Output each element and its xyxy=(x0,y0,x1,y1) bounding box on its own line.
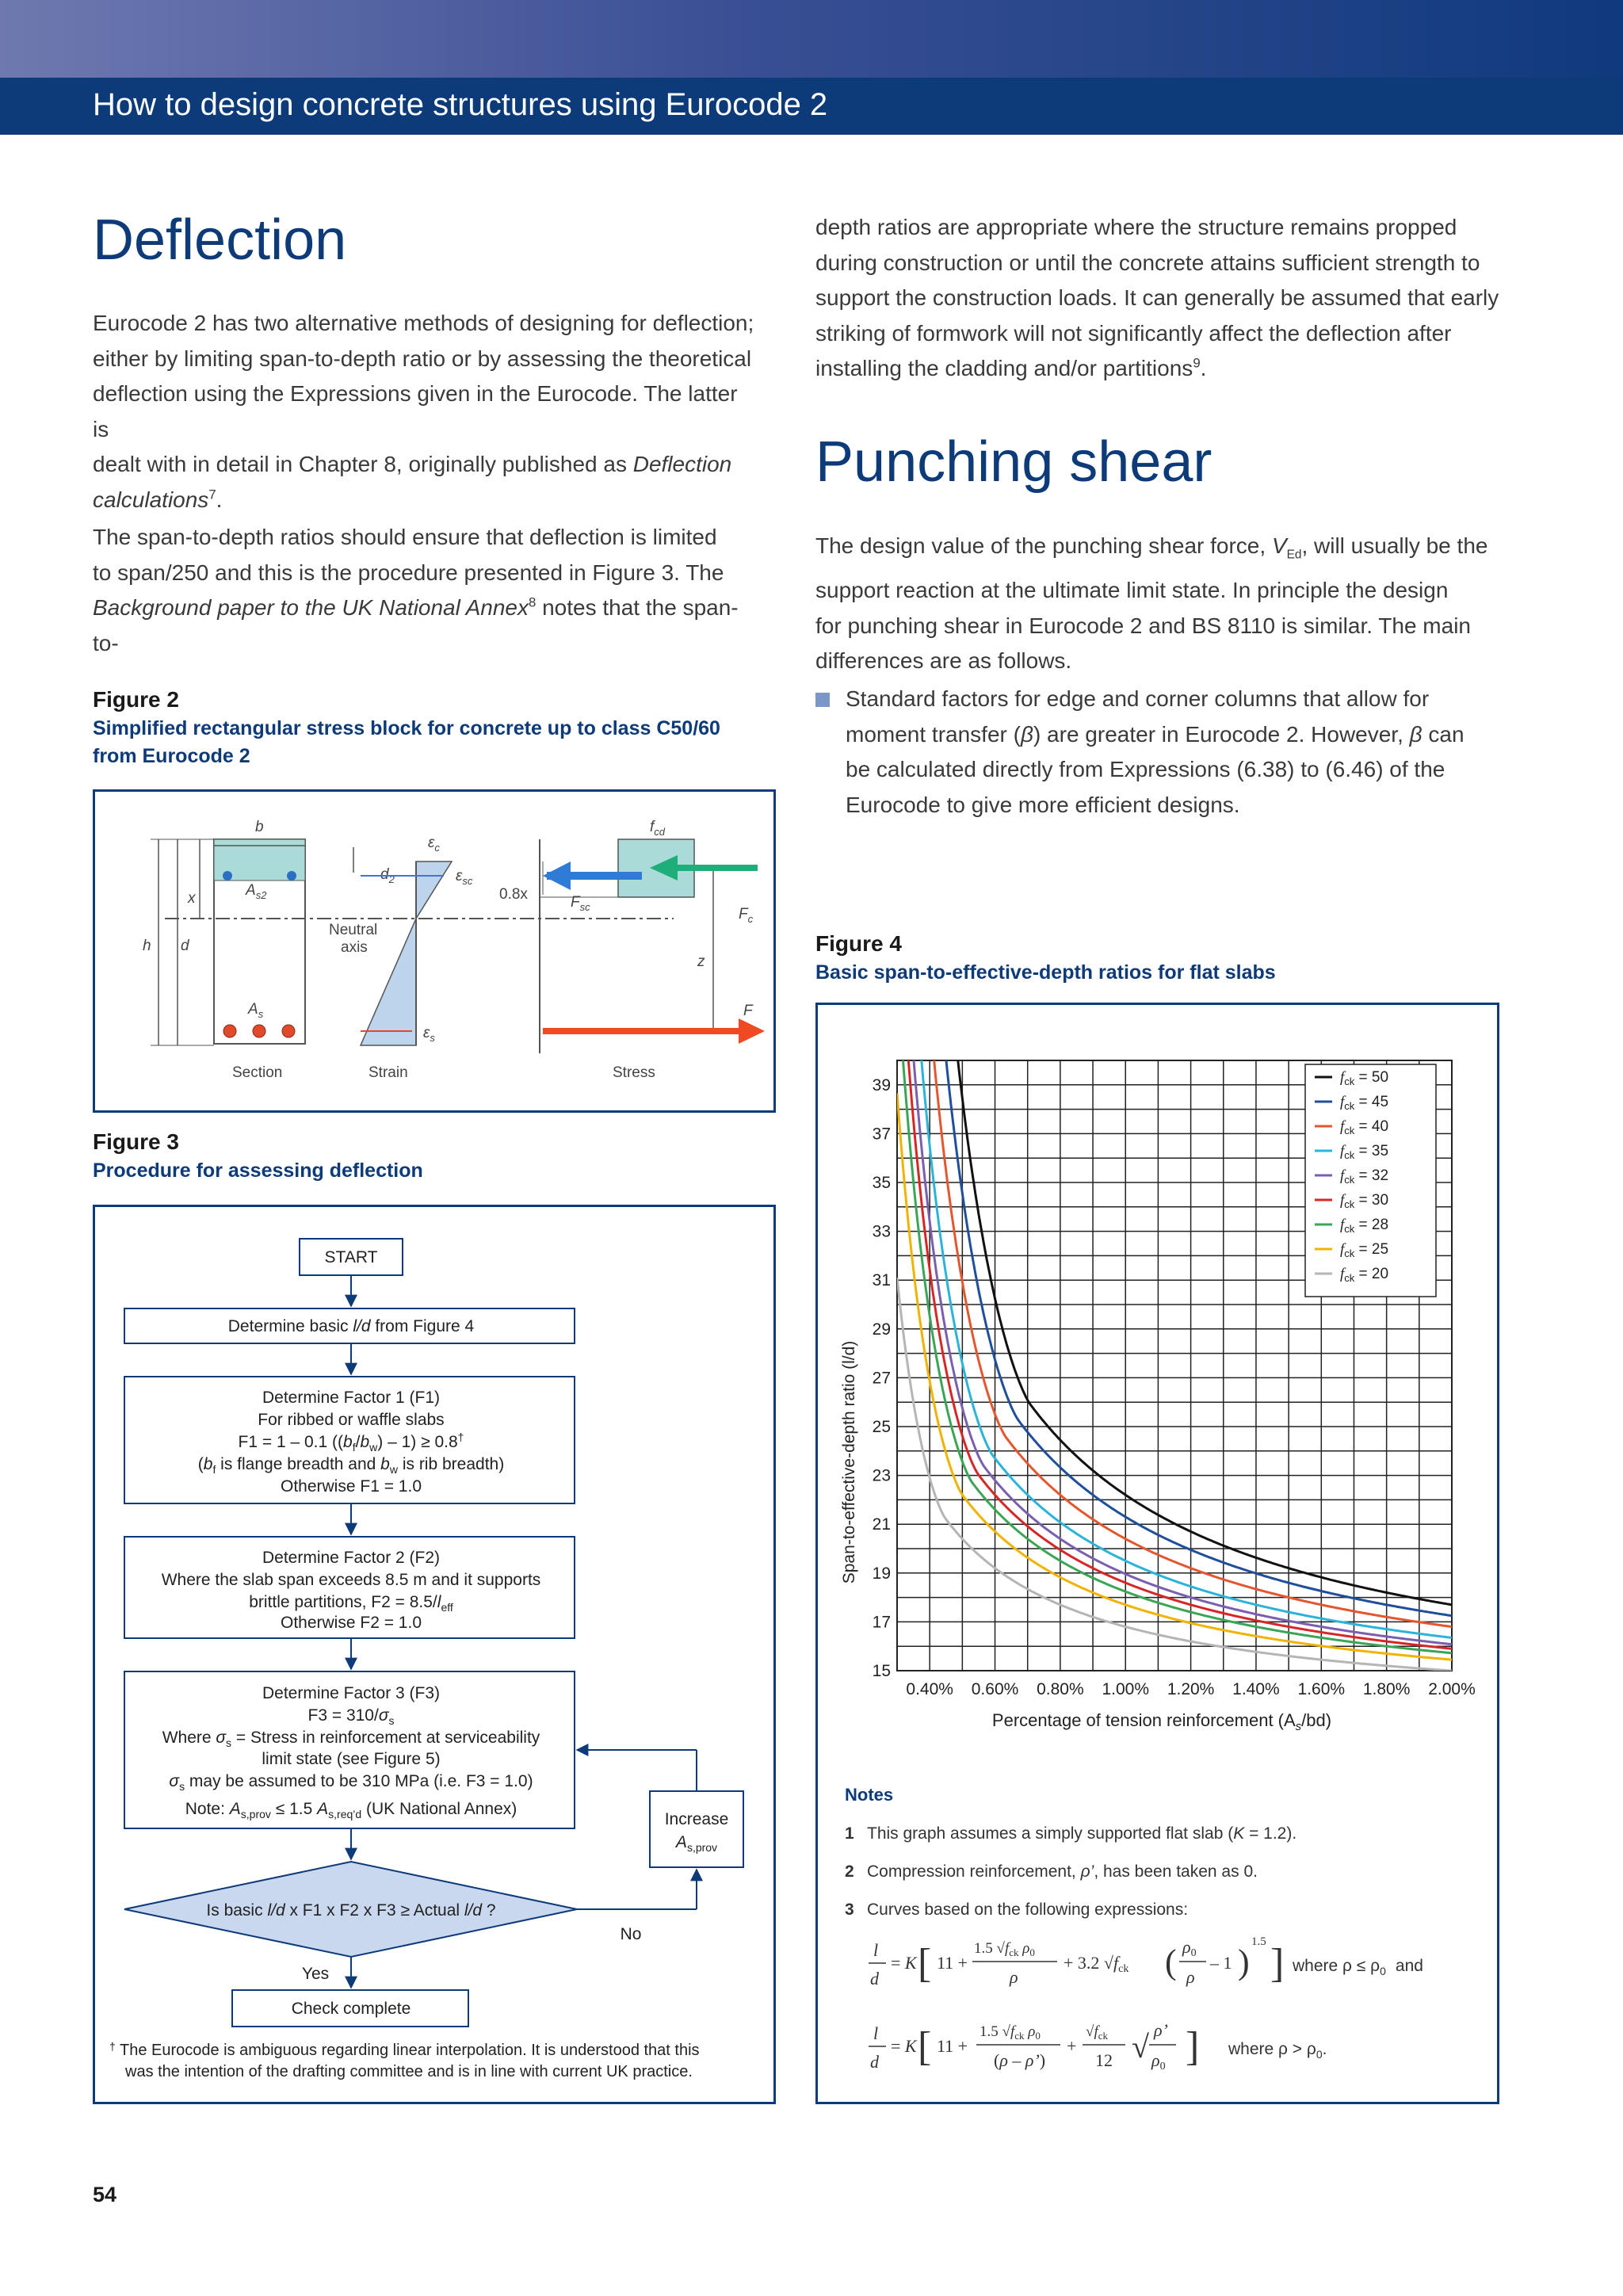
svg-text:d: d xyxy=(870,1969,879,1988)
y-tick-label: 33 xyxy=(872,1222,891,1241)
svg-text:ρ: ρ xyxy=(1010,1967,1018,1987)
text-line: installing the cladding and/or partitions xyxy=(815,356,1193,380)
text-line: The design value of the punching shear force, xyxy=(815,533,1272,558)
bottom-bar xyxy=(253,1025,265,1037)
y-axis-label: Span-to-effective-depth ratio (l/d) xyxy=(840,1340,858,1584)
deflection-flowchart xyxy=(95,1207,773,2102)
svg-text:ρ0: ρ0 xyxy=(1151,2050,1166,2073)
y-tick-label: 23 xyxy=(872,1466,891,1485)
y-tick-label: 25 xyxy=(872,1418,891,1436)
increase-label: Increase xyxy=(664,1810,729,1828)
yes-label: Yes xyxy=(301,1965,330,1983)
svg-text:d: d xyxy=(870,2052,879,2072)
svg-text:l: l xyxy=(873,1940,879,1960)
label-h: h xyxy=(143,938,151,954)
eq1-condition: where $\rho \le \rho_0$ and xyxy=(1293,1957,1423,1977)
top-bar-left xyxy=(223,871,232,881)
text-line: support the construction loads. It can generally be assumed that early xyxy=(815,285,1499,310)
svg-text:= K: = K xyxy=(891,1953,917,1973)
legend-label: $f_{ck} = 45$ xyxy=(1340,1094,1389,1112)
note-text: This graph assumes a simply supported flat slab (K = 1.2). xyxy=(867,1824,1297,1843)
f3-line: Where $\sigma_s$ = Stress in reinforcement at serviceability xyxy=(162,1729,540,1749)
footnote-ref: 8 xyxy=(528,594,537,610)
x-tick-label: 0.80% xyxy=(1037,1680,1084,1698)
legend-label: $f_{ck} = 35$ xyxy=(1340,1143,1389,1161)
text-italic: β xyxy=(1409,721,1423,747)
page-number: 54 xyxy=(93,2183,117,2206)
x-tick-label: 2.00% xyxy=(1428,1680,1476,1698)
bottom-bar xyxy=(282,1025,295,1037)
f1-line: ($b_f$ is flange breadth and $b_w$ is rib breadth) xyxy=(197,1455,505,1476)
no-label: No xyxy=(620,1925,642,1943)
label-fsc: $F_{sc}$ xyxy=(571,894,590,913)
label-neutral: Neutral xyxy=(329,922,378,938)
label-z: z xyxy=(697,953,705,970)
f2-line: Determine Factor 2 (F2) xyxy=(262,1549,441,1567)
bullet-square xyxy=(815,693,830,707)
text-line: notes that the span-to- xyxy=(93,595,739,655)
bottom-bar xyxy=(223,1025,236,1037)
text-line: moment transfer ( xyxy=(846,721,1021,747)
svg-text:+: + xyxy=(1067,2036,1077,2056)
note-text: Compression reinforcement, ρ’, has been taken as 0. xyxy=(867,1862,1258,1881)
x-tick-label: 1.60% xyxy=(1297,1680,1346,1698)
x-tick-label: 1.00% xyxy=(1102,1680,1150,1698)
svg-text:(ρ – ρ’): (ρ – ρ’) xyxy=(994,2050,1046,2070)
label-x: x xyxy=(188,890,196,907)
svg-text:]: ] xyxy=(1270,1941,1285,1986)
f1-line: F1 = 1 – 0.1 $((b_f/b_w) - 1) \ge 0.8^\dagger$ xyxy=(238,1431,464,1454)
text-line: either by limiting span-to-depth ratio or by assessing the theoretical xyxy=(93,346,752,371)
stress-block-diagram xyxy=(95,792,773,1110)
figure-4-label: Figure 4 xyxy=(815,931,902,956)
f3-line: $F3 = 310/\sigma_s$ xyxy=(307,1706,395,1727)
label-eps-s: $\varepsilon_s$ xyxy=(423,1025,435,1044)
legend-label: $f_{ck} = 32$ xyxy=(1340,1167,1389,1186)
svg-text:1.5 √fck ρ0: 1.5 $√f_{ck}$ $\rho_0$ xyxy=(980,2023,1041,2042)
label-eps-sc: $\varepsilon_{sc}$ xyxy=(456,868,473,887)
svg-text:= K: = K xyxy=(891,2036,917,2056)
label-stress: Stress xyxy=(613,1064,655,1081)
text-line: striking of formwork will not significantly affect the deflection after xyxy=(815,320,1452,346)
svg-text:ρ: ρ xyxy=(1186,1967,1195,1987)
y-tick-label: 31 xyxy=(872,1271,891,1290)
text-line: deflection using the Expressions given in the Eurocode. The latter is xyxy=(93,381,738,441)
figure-4-frame xyxy=(815,1003,1499,2104)
x-tick-label: 1.20% xyxy=(1167,1680,1215,1698)
equation-1 xyxy=(869,1935,1284,1988)
svg-text:ρ0: ρ0 xyxy=(1182,1937,1197,1959)
y-tick-label: 21 xyxy=(872,1515,891,1534)
increase-box xyxy=(650,1791,743,1867)
y-tick-label: 15 xyxy=(872,1662,891,1680)
svg-text:l: l xyxy=(873,2023,879,2043)
svg-text:[: [ xyxy=(918,1941,932,1986)
deflection-paragraph-1 xyxy=(93,306,758,518)
deflection-continuation xyxy=(815,210,1521,387)
label-strain: Strain xyxy=(369,1064,408,1081)
x-tick-label: 0.40% xyxy=(906,1680,953,1698)
x-tick-label: 1.80% xyxy=(1362,1680,1411,1698)
legend-label: $f_{ck} = 25$ xyxy=(1340,1241,1389,1259)
strain-top xyxy=(416,861,452,919)
label-fst: F xyxy=(743,1003,753,1019)
label-section: Section xyxy=(232,1064,283,1081)
figure-2-caption xyxy=(93,715,774,770)
text-line: during construction or until the concrete attains sufficient strength to xyxy=(815,250,1480,275)
text-line: Eurocode 2 has two alternative methods of designing for deflection; xyxy=(93,311,754,335)
page-header-title: How to design concrete structures using Eurocode 2 xyxy=(93,87,828,122)
label-0-8x: 0.8x xyxy=(499,886,528,903)
f1-line: Otherwise F1 = 1.0 xyxy=(281,1477,422,1496)
text-line: The span-to-depth ratios should ensure that deflection is limited xyxy=(93,525,717,549)
f3-line: Note: $A_{s,prov} \le 1.5$ $A_{s,req’d}$ (UK National Annex) xyxy=(185,1800,517,1820)
label-fcd: $f_{cd}$ xyxy=(650,819,666,838)
equation-2 xyxy=(869,2020,1199,2073)
svg-text:1.5: 1.5 xyxy=(1251,1935,1266,1948)
legend-label: $f_{ck} = 20$ xyxy=(1340,1266,1389,1284)
y-tick-label: 19 xyxy=(872,1564,891,1583)
punching-shear-heading: Punching shear xyxy=(815,430,1212,494)
figure-4-caption: Basic span-to-effective-depth ratios for flat slabs xyxy=(815,961,1276,984)
label-eps-c: $\varepsilon_c$ xyxy=(428,835,440,854)
y-tick-label: 17 xyxy=(872,1613,891,1632)
note-number: 2 xyxy=(845,1862,854,1881)
bullet-text xyxy=(846,682,1527,823)
label-fc: $F_c$ xyxy=(739,906,754,925)
x-axis-label: Percentage of tension reinforcement $(A_s/bd)$ xyxy=(991,1710,1332,1733)
f3-line: Determine Factor 3 (F3) xyxy=(262,1684,441,1702)
label-axis: axis xyxy=(341,939,368,956)
f1-line: For ribbed or waffle slabs xyxy=(258,1411,445,1429)
note-number: 1 xyxy=(845,1824,854,1843)
x-tick-label: 0.60% xyxy=(971,1680,1019,1698)
increase-label: $A_{s,prov}$ xyxy=(675,1833,718,1854)
punching-shear-paragraph xyxy=(815,529,1521,679)
text-italic: calculations xyxy=(93,487,209,512)
svg-text:11 +: 11 + xyxy=(937,1953,968,1973)
text-line: . xyxy=(216,487,223,512)
y-tick-label: 39 xyxy=(872,1075,891,1095)
figure-2-frame xyxy=(93,789,776,1113)
text-line: for punching shear in Eurocode 2 and BS 8110 is similar. The main xyxy=(815,613,1471,638)
legend-label: $f_{ck} = 40$ xyxy=(1340,1118,1389,1137)
text-line: . xyxy=(1200,356,1207,380)
f3-line: limit state (see Figure 5) xyxy=(262,1750,441,1768)
check-complete-label: Check complete xyxy=(291,2000,411,2018)
legend-label: $f_{ck} = 30$ xyxy=(1340,1192,1389,1210)
svg-text:[: [ xyxy=(918,2024,932,2069)
y-tick-label: 27 xyxy=(872,1369,891,1388)
legend-label: $f_{ck} = 28$ xyxy=(1340,1217,1389,1235)
chart-legend xyxy=(1305,1064,1436,1297)
svg-text:12: 12 xyxy=(1095,2050,1113,2070)
caption-line: Simplified rectangular stress block for concrete up to class C50/60 xyxy=(93,717,720,739)
footnote-line: † The Eurocode is ambiguous regarding linear interpolation. It is understood that this xyxy=(109,2040,700,2059)
label-d2: $d_2$ xyxy=(380,866,395,885)
text-line: differences are as follows. xyxy=(815,648,1072,674)
f1-line: Determine Factor 1 (F1) xyxy=(262,1389,441,1407)
top-bar-right xyxy=(287,871,296,881)
svg-text:√fck: $√f_{ck}$ xyxy=(1086,2023,1108,2042)
figure-3-label: Figure 3 xyxy=(93,1129,179,1154)
note-text: Curves based on the following expressions: xyxy=(867,1901,1189,1919)
caption-line: from Eurocode 2 xyxy=(93,745,250,767)
f2-line: Where the slab span exceeds 8.5 m and it supports xyxy=(161,1571,541,1589)
f2-line: Otherwise F2 = 1.0 xyxy=(281,1614,422,1632)
label-as2: $A_{s2}$ xyxy=(246,882,267,901)
subscript: Ed xyxy=(1286,548,1302,562)
f3-line: $\sigma_s$ may be assumed to be 310 MPa (i.e. F3 = 1.0) xyxy=(169,1772,533,1793)
text-italic: Deflection xyxy=(632,452,732,476)
footnote-ref: 9 xyxy=(1193,355,1201,371)
svg-text:ρ’: ρ’ xyxy=(1154,2020,1168,2040)
span-depth-chart xyxy=(818,1005,1497,2102)
text-line: dealt with in detail in Chapter 8, originally published as xyxy=(93,452,633,476)
legend-label: $f_{ck} = 50$ xyxy=(1340,1069,1389,1087)
text-line: can xyxy=(1422,721,1465,747)
y-tick-label: 37 xyxy=(872,1125,891,1144)
decision-label: Is basic l/d x F1 x F2 x F3 ≥ Actual l/d ? xyxy=(206,1901,496,1920)
svg-text:1.5 √fck ρ0: 1.5 $√f_{ck}$ $\rho_0$ xyxy=(974,1940,1035,1958)
start-label: START xyxy=(324,1248,378,1266)
deflection-paragraph-2 xyxy=(93,520,758,661)
header-band xyxy=(0,0,1623,78)
footnote-ref: 7 xyxy=(208,487,216,502)
text-line: to span/250 and this is the procedure presented in Figure 3. The xyxy=(93,560,724,585)
svg-text:(: ( xyxy=(1165,1943,1177,1981)
eq2-condition: where $\rho > \rho_0$. xyxy=(1228,2040,1327,2061)
figure-3-frame xyxy=(93,1205,776,2104)
note-number: 3 xyxy=(845,1901,854,1919)
label-b: b xyxy=(255,819,264,835)
svg-text:11 +: 11 + xyxy=(937,2036,968,2056)
text-line: be calculated directly from Expressions (6.38) to (6.46) of the xyxy=(846,757,1445,781)
text-line: depth ratios are appropriate where the structure remains propped xyxy=(815,215,1457,239)
step-basic-label: Determine basic l/d from Figure 4 xyxy=(227,1317,475,1335)
footnote-line: was the intention of the drafting committee and is in line with current UK practice. xyxy=(125,2063,693,2080)
text-line: support reaction at the ultimate limit state. In principle the design xyxy=(815,578,1449,603)
svg-text:√: √ xyxy=(1132,2029,1149,2065)
figure-3-caption: Procedure for assessing deflection xyxy=(93,1159,423,1182)
label-as: $A_s$ xyxy=(248,1001,264,1020)
label-d: d xyxy=(181,938,189,954)
text-italic: Background paper to the UK National Annex xyxy=(93,595,529,620)
y-tick-label: 35 xyxy=(872,1174,891,1192)
notes-title: Notes xyxy=(845,1785,894,1805)
f2-line: brittle partitions, $F2 = 8.5/l_{eff}$ xyxy=(249,1593,453,1614)
text-line: , will usually be the xyxy=(1301,533,1488,558)
x-tick-label: 1.40% xyxy=(1232,1680,1280,1698)
text-italic: V xyxy=(1271,533,1287,558)
svg-text:– 1: – 1 xyxy=(1210,1953,1232,1973)
svg-text:]: ] xyxy=(1186,2024,1200,2069)
text-italic: β xyxy=(1020,721,1033,747)
text-line: Eurocode to give more efficient designs. xyxy=(846,792,1240,817)
svg-text:): ) xyxy=(1238,1943,1250,1981)
figure-2-label: Figure 2 xyxy=(93,687,179,712)
svg-text:+ 3.2 √fck: + 3.2 √fck xyxy=(1064,1953,1129,1975)
deflection-heading: Deflection xyxy=(93,208,347,272)
y-tick-label: 29 xyxy=(872,1320,891,1339)
text-line: ) are greater in Eurocode 2. However, xyxy=(1033,721,1410,747)
text-line: Standard factors for edge and corner columns that allow for xyxy=(846,686,1430,711)
